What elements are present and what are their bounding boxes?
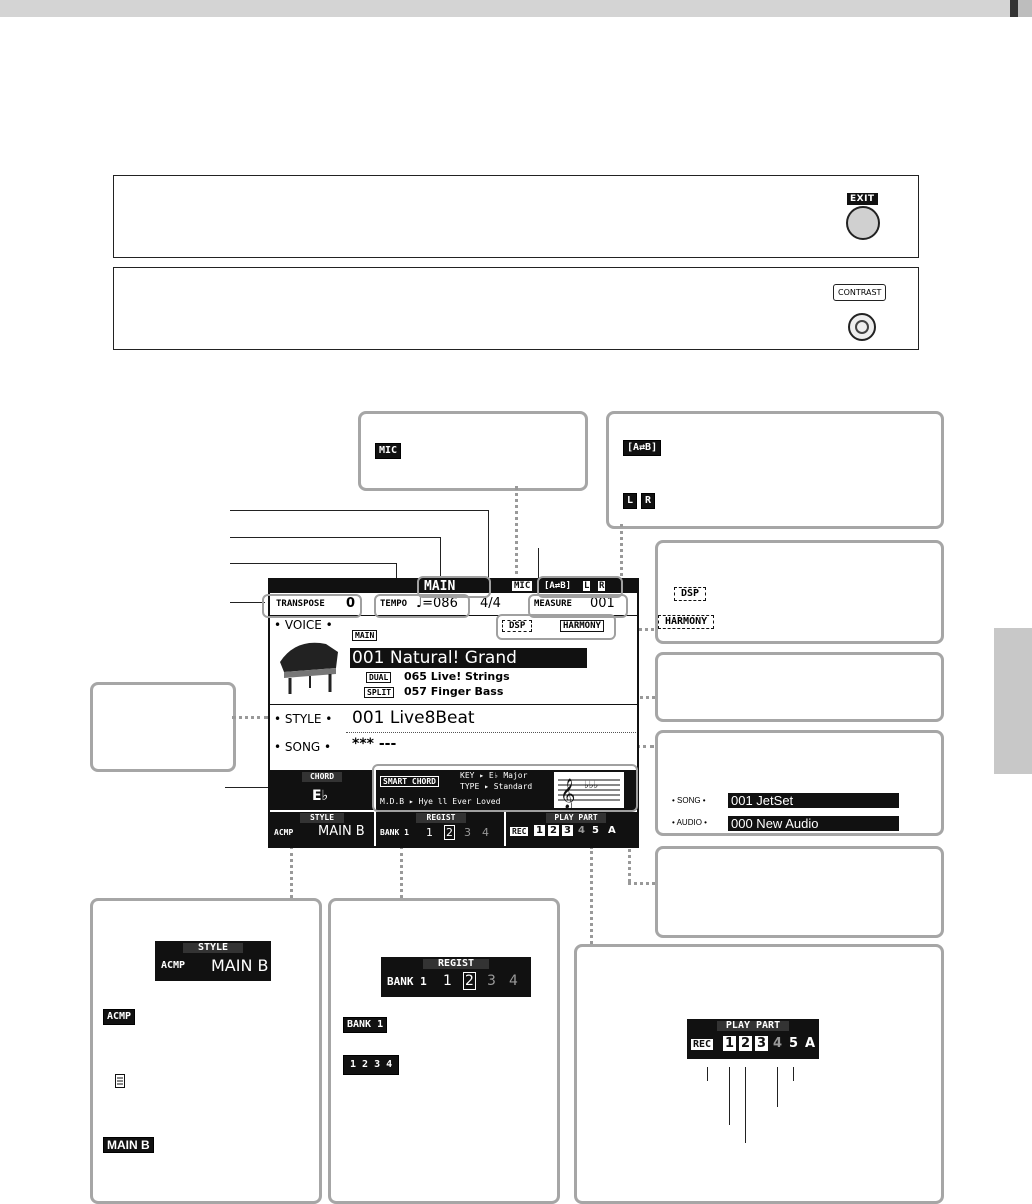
song-label: • SONG • — [672, 796, 706, 805]
chord-value: E♭ — [312, 788, 329, 804]
regist-panel-num: 4 — [509, 973, 518, 989]
playpart-num: 2 — [741, 1036, 751, 1051]
regist-panel-num: 1 — [443, 973, 452, 989]
style-value: 001 Live8Beat — [352, 708, 475, 728]
song-audio-callout — [655, 730, 944, 836]
right-icon: R — [641, 493, 655, 509]
mode-highlight — [417, 576, 491, 598]
leader-line — [745, 1067, 746, 1143]
tempo-value: ♩=086 — [416, 596, 458, 611]
smart-chord-highlight — [372, 764, 638, 812]
contrast-knob[interactable] — [848, 313, 876, 341]
lcd-divider — [346, 732, 636, 733]
dotted-connector — [515, 486, 518, 582]
harmony-icon: HARMONY — [658, 615, 714, 629]
dotted-connector — [400, 846, 403, 898]
lcd-regist-num: 1 — [426, 826, 433, 839]
lcd-ab-icon: [A⇄B] — [544, 581, 572, 591]
lcd-part-num: 1 — [536, 825, 543, 836]
svg-text:𝄞: 𝄞 — [560, 779, 576, 808]
playpart-num: A — [805, 1036, 816, 1051]
lcd-divider — [270, 704, 637, 705]
lcd-playpart-header: PLAY PART — [546, 813, 606, 823]
split-tag: SPLIT — [364, 687, 394, 698]
voice-split: 057 Finger Bass — [404, 685, 504, 698]
style-label: • STYLE • — [274, 712, 333, 726]
voice-callout — [655, 652, 944, 722]
leader-line — [777, 1067, 778, 1107]
lcd-style-header: STYLE — [300, 813, 344, 823]
top-bar-marker — [1010, 0, 1018, 17]
exit-button[interactable] — [846, 206, 880, 240]
transpose-highlight — [262, 594, 362, 618]
main-tag: MAIN — [352, 630, 377, 641]
exit-info-box — [113, 175, 919, 258]
leader-line — [707, 1067, 708, 1081]
playpart-num: 4 — [773, 1036, 783, 1051]
leader-line — [488, 510, 489, 582]
mic-callout — [358, 411, 588, 491]
lcd-part-num: 3 — [564, 825, 571, 836]
playpart-rec: REC — [693, 1039, 712, 1050]
leader-line — [230, 537, 440, 538]
playpart-num: 1 — [725, 1036, 735, 1051]
lcd-r-icon: R — [599, 581, 605, 591]
leader-line — [793, 1067, 794, 1081]
transpose-label: TRANSPOSE — [276, 599, 325, 609]
lcd-mic-icon: MIC — [514, 581, 531, 591]
contrast-button-label: CONTRAST — [833, 284, 886, 301]
regist-numbers-icon: 1 2 3 4 — [343, 1055, 399, 1075]
leader-line — [729, 1067, 730, 1125]
leader-line — [440, 537, 441, 581]
dotted-connector — [232, 716, 268, 719]
measure-label: MEASURE — [534, 599, 572, 609]
song-label: • SONG • — [274, 740, 332, 754]
dsp-harmony-callout — [655, 540, 944, 644]
key-line: KEY ▸ E♭ Major — [460, 771, 528, 780]
style-panel-acmp: ACMP — [161, 960, 186, 971]
regist-panel-header: REGIST — [423, 959, 489, 969]
harmony-tag: HARMONY — [560, 620, 604, 632]
dotted-connector — [628, 882, 655, 885]
type-line: TYPE ▸ Standard — [460, 782, 533, 791]
contrast-info-box — [113, 267, 919, 350]
lcd-regist-num: 3 — [464, 826, 471, 839]
lcd-regist-bank: BANK 1 — [380, 828, 409, 837]
voice-main: 001 Natural! Grand — [350, 648, 587, 668]
transpose-value: 0 — [346, 596, 356, 611]
dsp-icon: DSP — [674, 587, 706, 601]
leader-line — [230, 602, 265, 603]
dotted-connector — [590, 846, 593, 944]
lcd-rec: REC — [512, 827, 527, 836]
time-signature: 4/4 — [480, 596, 501, 611]
ab-repeat-icon: [A⇄B] — [623, 440, 661, 456]
top-bar — [0, 0, 1032, 17]
audio-value: 000 New Audio — [728, 816, 899, 831]
acmp-icon: ACMP — [103, 1009, 135, 1025]
lcd-regist-header: REGIST — [416, 813, 466, 823]
chord-header: CHORD — [302, 772, 342, 782]
lcd-part-num: 2 — [550, 825, 557, 836]
dsp-harmony-highlight — [496, 614, 616, 640]
section-tab — [994, 628, 1032, 774]
regist-panel-num: 2 — [465, 973, 474, 989]
style-callout — [90, 682, 236, 772]
smart-chord-callout — [655, 846, 944, 938]
mdb-line: M.D.B ▸ Hye ll Ever Loved — [380, 797, 501, 806]
lcd-regist-num: 4 — [482, 826, 489, 839]
leader-line — [225, 787, 270, 788]
lcd-l-icon: L — [584, 581, 590, 591]
dotted-connector — [290, 846, 293, 898]
lcd-part-num: A — [608, 825, 616, 836]
top-bar-end — [1018, 0, 1032, 17]
svg-text:♭♭♭: ♭♭♭ — [584, 780, 599, 791]
playpart-num: 3 — [757, 1036, 767, 1051]
playpart-panel-header: PLAY PART — [717, 1021, 789, 1031]
dual-tag: DUAL — [366, 672, 391, 683]
left-icon: L — [623, 493, 637, 509]
regist-detail-callout — [328, 898, 560, 1204]
song-value: *** --- — [352, 736, 397, 752]
dotted-connector — [620, 524, 623, 576]
lcd-main-b: MAIN B — [318, 824, 365, 839]
smart-chord-tag: SMART CHORD — [380, 776, 439, 787]
lcd-mode: MAIN — [424, 579, 456, 594]
lcd-part-num: 5 — [592, 825, 599, 836]
tempo-label: TEMPO — [380, 599, 408, 609]
voice-label: • VOICE • — [274, 618, 333, 632]
ab-lr-callout — [606, 411, 944, 529]
lcd-acmp: ACMP — [274, 828, 294, 837]
voice-dual: 065 Live! Strings — [404, 670, 510, 683]
variation-icon — [115, 1074, 125, 1088]
dsp-tag: DSP — [502, 620, 532, 632]
lcd-part-num: 4 — [578, 825, 585, 836]
piano-icon — [276, 634, 342, 698]
lcd-regist-num: 2 — [446, 826, 453, 839]
style-panel-main: MAIN B — [211, 956, 269, 975]
exit-button-label: EXIT — [847, 193, 878, 205]
mic-icon: MIC — [375, 443, 401, 459]
leader-line — [230, 510, 488, 511]
main-b-icon: MAIN B — [103, 1137, 154, 1153]
playpart-num: 5 — [789, 1036, 799, 1051]
audio-label: • AUDIO • — [672, 818, 707, 827]
style-detail-callout — [90, 898, 322, 1204]
ab-lr-highlight — [537, 576, 623, 598]
bank-icon: BANK 1 — [343, 1017, 387, 1033]
playpart-detail-callout — [574, 944, 944, 1204]
regist-panel-bank: BANK 1 — [387, 975, 427, 988]
regist-panel-num: 3 — [487, 973, 496, 989]
leader-line — [230, 563, 396, 564]
song-value: 001 JetSet — [728, 793, 899, 808]
measure-value: 001 — [590, 596, 615, 611]
style-panel-header: STYLE — [183, 943, 243, 953]
